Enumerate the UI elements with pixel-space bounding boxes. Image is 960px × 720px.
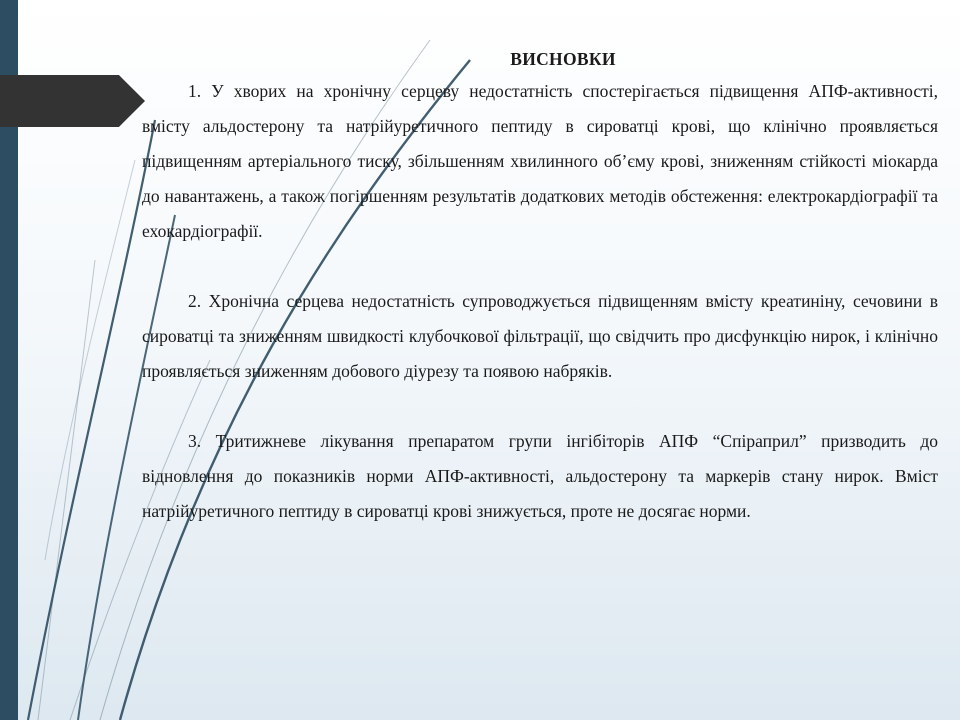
paragraph-spacer bbox=[142, 389, 938, 424]
conclusion-paragraph-2: 2. Хронічна серцева недостатність супроводжується підвищенням вмісту креатиніну, сечовини в сироватці та зниженням швидкості клубочкової фільтрації, що свідчить про дисфункцію нирок, і клінічно проявляється зниженням добового діурезу та появою набряків. bbox=[142, 291, 938, 381]
title-tab-shape bbox=[0, 75, 145, 127]
conclusion-paragraph-1: 1. У хворих на хронічну серцеву недостатність спостерігається підвищення АПФ-активності, вмісту альдостерону та натрійуретичного пептиду в сироватці крові, що клінічно проявляється підвищенням артеріального тиску, збільшенням хвилинного об’єму крові, зниженням стійкості міокарда до навантажень, а також погіршенням результатів додаткових методів обстеження: електрокардіографії та ехокардіографії. bbox=[142, 81, 938, 241]
document-title: ВИСНОВКИ bbox=[510, 49, 616, 69]
document-body bbox=[142, 44, 938, 529]
conclusion-paragraph-3: 3. Тритижневе лікування препаратом групи інгібіторів АПФ “Спіраприл” призводить до відновлення до показників норми АПФ-активності, альдостерону та маркерів стану нирок. Вміст натрійуретичного пептиду в сироватці крові знижується, проте не досягає норми. bbox=[142, 431, 938, 521]
curve-line bbox=[28, 120, 155, 720]
paragraph-spacer bbox=[142, 249, 938, 284]
curve-line bbox=[38, 260, 95, 720]
curve-line bbox=[45, 160, 135, 560]
